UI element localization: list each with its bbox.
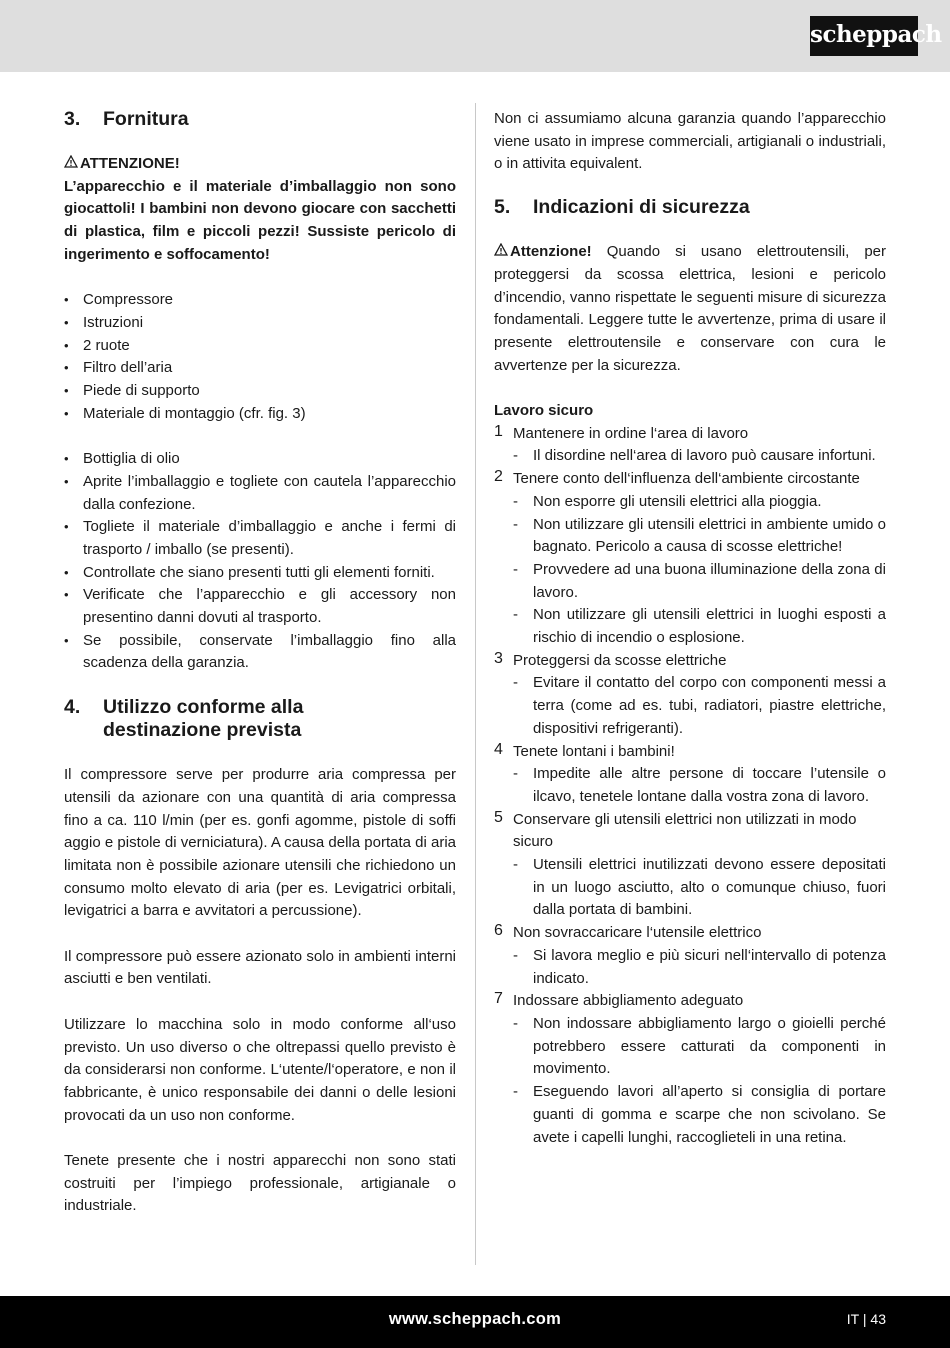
rule-number: 6	[494, 922, 503, 940]
list-item: • Bottiglia di olio	[64, 448, 456, 471]
rule-subitem: - Non esporre gli utensili elettrici alla pioggia.	[494, 491, 886, 514]
title-line-2: destinazione prevista	[103, 719, 302, 742]
section-number: 5.	[494, 196, 511, 219]
list-item: • Verificate che l’apparecchio e gli accessory non presentino danni dovuti al trasporto.	[64, 584, 456, 629]
website-link[interactable]: www.scheppach.com	[388, 1310, 562, 1328]
rule-number: 3	[494, 649, 503, 667]
left-column	[64, 108, 456, 1218]
rule-text: Non sovraccaricare l‘utensile elettrico	[513, 924, 762, 942]
section-5-heading	[494, 196, 886, 219]
rule-subitem: - Evitare il contatto del corpo con componenti messi a terra (come ad es. tubi, radiatori, piastre elettriche, dispositivi refrigeranti).	[494, 672, 886, 740]
rule-text: Tenere conto dell‘influenza dell‘ambiente circostante	[513, 470, 860, 488]
list-item: • Controllate che siano presenti tutti gli elementi forniti.	[64, 562, 456, 585]
list-item: • Aprite l’imballaggio e togliete con cautela l’apparecchio dalla confezione.	[64, 471, 456, 516]
footer-bar	[0, 1296, 950, 1348]
page-separator: |	[862, 1311, 867, 1327]
rule-subitem: - Non utilizzare gli utensili elettrici in luoghi esposti a rischio di incendio o esplosione.	[494, 604, 886, 649]
right-column	[494, 108, 886, 1149]
rule-text: Tenete lontani i bambini!	[513, 742, 675, 760]
numbered-rule	[494, 423, 886, 446]
rule-subitem: - Impedite alle altre persone di toccare l’utensile o ilcavo, tenetele lontane dalla vostra zona di lavoro.	[494, 763, 886, 808]
section-title: Indicazioni di sicurezza	[533, 196, 750, 219]
attention-label: Attenzione!	[510, 243, 592, 261]
rule-subitem: - Non utilizzare gli utensili elettrici in ambiente umido o bagnato. Pericolo a causa di scosse elettriche!	[494, 514, 886, 559]
unpacking-list	[64, 448, 456, 675]
section-title: Fornitura	[103, 108, 189, 130]
warranty-paragraph: Non ci assumiamo alcuna garanzia quando l’apparecchio viene usato in imprese commerciali, artigianali o industriali, o in attivita equivalent.	[494, 110, 886, 173]
list-item: • Se possibile, conservate l’imballaggio fino alla scadenza della garanzia.	[64, 630, 456, 675]
rule-number: 5	[494, 808, 503, 826]
numbered-rule	[494, 741, 886, 764]
list-item: • Materiale di montaggio (cfr. fig. 3)	[64, 403, 456, 426]
list-item: • Compressore	[64, 289, 456, 312]
header-band	[0, 0, 950, 72]
rule-subitem: - Non indossare abbigliamento largo o gioielli perché potrebbero essere catturati da componenti in movimento.	[494, 1013, 886, 1081]
title-line-1: Utilizzo conforme alla	[103, 696, 304, 719]
environment-paragraph: Il compressore può essere azionato solo in ambienti interni asciutti e ben ventilati.	[64, 947, 456, 988]
warning-triangle-icon	[494, 241, 510, 264]
warning-label: ATTENZIONE!	[80, 155, 180, 172]
rule-text: Conservare gli utensili elettrici non utilizzati in modo sicuro	[513, 810, 857, 851]
brand-logo: scheppach	[810, 16, 918, 56]
section-title	[103, 696, 303, 742]
list-item: • Istruzioni	[64, 312, 456, 335]
rule-text: Proteggersi da scosse elettriche	[513, 651, 727, 669]
rule-subitem: - Utensili elettrici inutilizzati devono essere depositati in un luogo asciutto, alto o comunque chiuso, fuori dalla portata di bambini.	[494, 854, 886, 922]
language-code: IT	[846, 1311, 859, 1327]
warning-text: L’apparecchio e il materiale d’imballaggio non sono giocattoli! I bambini non devono giocare con sacchetti di plastica, film e piccoli pezzi! Sussiste pericolo di ingerimento e soffocamento!	[64, 177, 456, 263]
column-divider	[475, 103, 476, 1265]
rule-subitem: - Eseguendo lavori all’aperto si consiglia di portare guanti di gomma e scarpe che non scivolano. Se avete i capelli lunghi, raccoglieteli in una retina.	[494, 1081, 886, 1149]
safe-work-subheading: Lavoro sicuro	[494, 402, 594, 420]
list-item: • Filtro dell’aria	[64, 357, 456, 380]
list-item: • 2 ruote	[64, 335, 456, 358]
delivery-list	[64, 289, 456, 425]
rule-subitem: - Il disordine nell‘area di lavoro può causare infortuni.	[494, 445, 886, 468]
rule-subitem: - Si lavora meglio e più sicuri nell‘intervallo di potenza indicato.	[494, 945, 886, 990]
section-4-heading	[64, 696, 456, 742]
page-indicator	[847, 1311, 886, 1327]
warning-triangle-icon	[64, 153, 80, 176]
attention-text: Quando si usano elettroutensili, per proteggersi da scossa elettrica, lesioni e pericolo d’incendio, vanno rispettate le seguenti misure di sicurezza fondamentali. Leggere tutte le avvertenze, prima di usare il presente elettroutensile e conservare con cura le avvertenze per la sicurezza.	[494, 243, 887, 374]
safety-intro	[494, 241, 886, 377]
list-item: • Togliete il materiale d’imballaggio e anche i fermi di trasporto / imballo (se presenti).	[64, 516, 456, 561]
numbered-rule	[494, 650, 886, 673]
rule-number: 4	[494, 740, 503, 758]
section-3-heading	[64, 108, 456, 131]
numbered-rule	[494, 809, 886, 854]
non-conform-use-paragraph: Utilizzare lo macchina solo in modo conforme all‘uso previsto. Un uso diverso o che oltrepassi quello previsto è da considerarsi non conforme. L‘utente/l‘operatore, e non il fabbricante, è unico responsabile dei danni o delle lesioni provocati da un uso non conforme.	[64, 1015, 456, 1124]
rule-text: Mantenere in ordine l‘area di lavoro	[513, 424, 749, 442]
numbered-rule	[494, 922, 886, 945]
rule-number: 2	[494, 468, 503, 486]
intended-use-paragraph: Il compressore serve per produrre aria compressa per utensili da azionare con una quantità di aria compressa fino a ca. 110 l/min (per es. gonfi agomme, pistole di soffi aggio e pistole di verniciatura). A causa della portata di aria limitata non è possibile azionare utensili che richiedono un consumo molto elevato di aria (per es. Levigatrici orbitali, levigatrici a barra e avvitatori a percussione).	[64, 766, 456, 920]
safety-rules-list	[494, 423, 886, 1150]
page-number: 43	[870, 1311, 886, 1327]
rule-number: 1	[494, 422, 503, 440]
section-number: 4.	[64, 696, 81, 719]
rule-number: 7	[494, 990, 503, 1008]
rule-subitem: - Provvedere ad una buona illuminazione della zona di lavoro.	[494, 559, 886, 604]
warning-heading	[64, 153, 456, 176]
rule-text: Indossare abbigliamento adeguato	[513, 992, 744, 1010]
list-item: • Piede di supporto	[64, 380, 456, 403]
numbered-rule	[494, 990, 886, 1013]
section-number: 3.	[64, 108, 81, 130]
professional-use-paragraph: Tenete presente che i nostri apparecchi non sono stati costruiti per l’impiego professionale, artigianale o industriale.	[64, 1152, 456, 1215]
numbered-rule	[494, 468, 886, 491]
